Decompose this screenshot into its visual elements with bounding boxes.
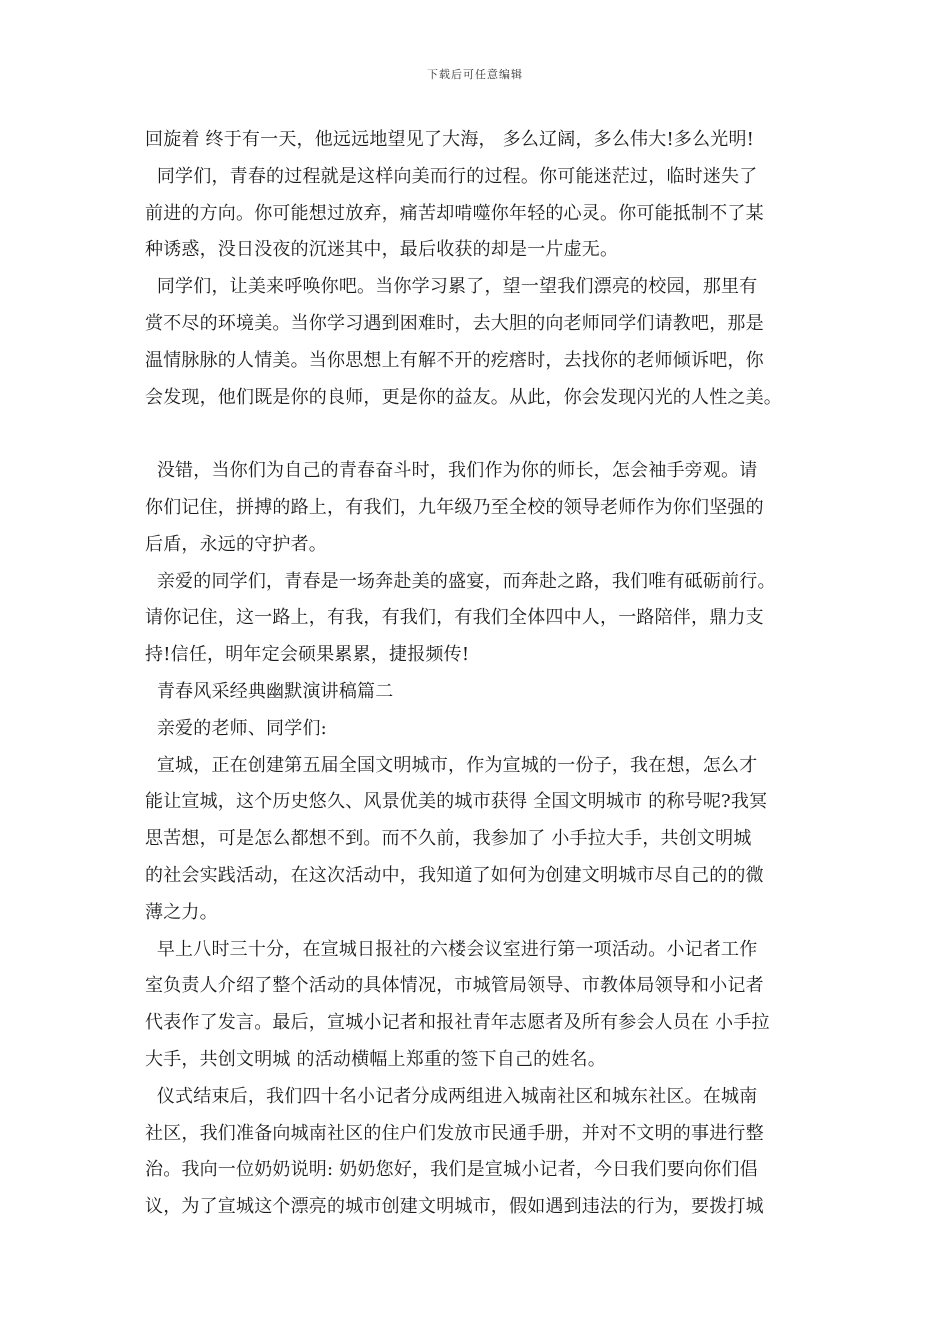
text-line: 前进的方向。你可能想过放弃，痛苦却啃噬你年轻的心灵。你可能抵制不了某 xyxy=(145,202,764,224)
text-line: 能让宣城，这个历史悠久、风景优美的城市获得 全国文明城市 的称号呢?我冥 xyxy=(145,791,768,813)
text-line: 你们记住，拼搏的路上，有我们，九年级乃至全校的领导老师作为你们坚强的 xyxy=(145,496,764,518)
section-heading: 青春风采经典幽默演讲稿篇二 xyxy=(145,680,394,702)
page-header: 下载后可任意编辑 xyxy=(427,68,523,81)
document-body xyxy=(145,122,825,1226)
text-line: 后盾，永远的守护者。 xyxy=(145,533,327,555)
text-line: 仪式结束后，我们四十名小记者分成两组进入城南社区和城东社区。在城南 xyxy=(145,1085,758,1107)
text-line: 请你记住，这一路上，有我，有我们，有我们全体四中人，一路陪伴，鼎力支 xyxy=(145,607,764,629)
text-line: 回旋着 终于有一天，他远远地望见了大海， 多么辽阔，多么伟大!多么光明! xyxy=(145,129,755,150)
text-line: 亲爱的同学们，青春是一场奔赴美的盛宴，而奔赴之路，我们唯有砥砺前行。 xyxy=(145,570,776,592)
text-line: 同学们，让美来呼唤你吧。当你学习累了，望一望我们漂亮的校园，那里有 xyxy=(145,276,758,298)
text-line: 持!信任，明年定会硕果累累，捷报频传! xyxy=(145,644,470,666)
text-line: 室负责人介绍了整个活动的具体情况，市城管局领导、市教体局领导和小记者 xyxy=(145,975,764,997)
text-line: 治。我向一位奶奶说明: 奶奶您好，我们是宣城小记者，今日我们要向你们倡 xyxy=(145,1159,758,1181)
text-line: 宣城，正在创建第五届全国文明城市，作为宣城的一份子，我在想，怎么才 xyxy=(145,754,758,776)
text-line: 种诱惑，没日没夜的沉迷其中，最后收获的却是一片虚无。 xyxy=(145,239,619,261)
text-line: 温情脉脉的人情美。当你思想上有解不开的疙瘩时，去找你的老师倾诉吧，你 xyxy=(145,349,764,371)
text-line: 薄之力。 xyxy=(145,901,218,923)
text-line: 赏不尽的环境美。当你学习遇到困难时，去大胆的向老师同学们请教吧，那是 xyxy=(145,312,764,334)
text-line: 代表作了发言。最后，宣城小记者和报社青年志愿者及所有参会人员在 小手拉 xyxy=(145,1012,770,1034)
text-line: 同学们，青春的过程就是这样向美而行的过程。你可能迷茫过，临时迷失了 xyxy=(145,165,758,187)
salutation: 亲爱的老师、同学们: xyxy=(145,717,327,739)
text-line: 没错，当你们为自己的青春奋斗时，我们作为你的师长，怎会袖手旁观。请 xyxy=(145,460,758,482)
text-line: 大手，共创文明城 的活动横幅上郑重的签下自己的姓名。 xyxy=(145,1048,606,1070)
text-line: 思苦想，可是怎么都想不到。而不久前，我参加了 小手拉大手，共创文明城 xyxy=(145,828,752,850)
text-line: 早上八时三十分，在宣城日报社的六楼会议室进行第一项活动。小记者工作 xyxy=(145,938,758,960)
text-line: 议，为了宣城这个漂亮的城市创建文明城市，假如遇到违法的行为，要拨打城 xyxy=(145,1196,764,1218)
blank-line xyxy=(145,416,825,453)
text-line: 的社会实践活动，在这次活动中，我知道了如何为创建文明城市尽自己的的微 xyxy=(145,864,764,886)
text-line: 社区，我们准备向城南社区的住户们发放市民通手册，并对不文明的事进行整 xyxy=(145,1122,764,1144)
text-line: 会发现，他们既是你的良师，更是你的益友。从此，你会发现闪光的人性之美。 xyxy=(145,386,782,408)
